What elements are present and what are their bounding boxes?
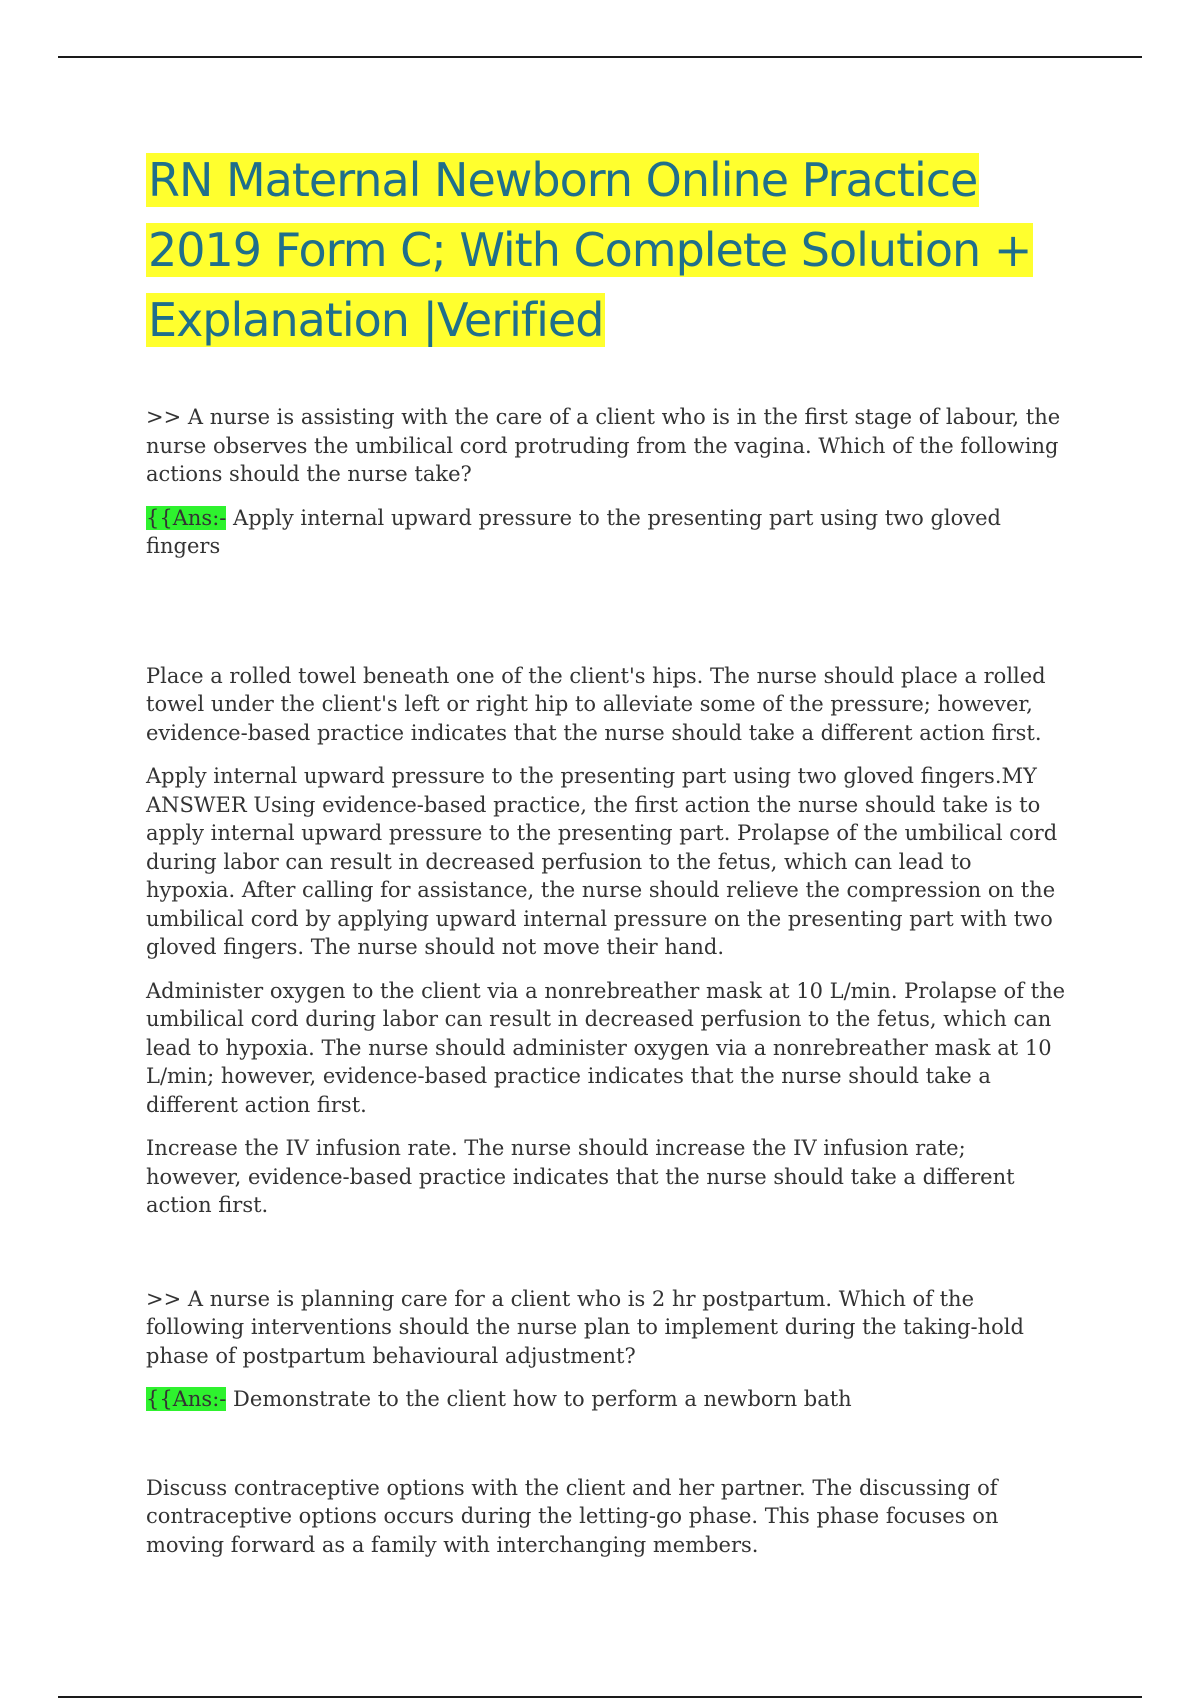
spacer: [146, 1429, 1066, 1474]
header-rule: [58, 56, 1142, 58]
answer-text: Apply internal upward pressure to the presenting part using two gloved fingers: [146, 505, 1001, 558]
spacer: [146, 576, 1066, 662]
answer-tag: {{Ans:-: [146, 505, 227, 530]
footer-rule: [58, 1696, 1142, 1698]
explanation-1-2: Apply internal upward pressure to the presenting part using two gloved fingers.MY ANSWER Using evidence-based practice, the first action the nurse should take is to apply internal upward pressure to the presenting part. Prolapse of the umbilical cord during labor can result in decreased perfusion to the fetus, which can lead to hypoxia. After calling for assistance, the nurse should relieve the compression on the umbilical cord by applying upward internal pressure on the presenting part with two gloved fingers. The nurse should not move their hand.: [146, 764, 1058, 959]
answer-2: [146, 1385, 1066, 1414]
explanation-1-3: Administer oxygen to the client via a nonrebreather mask at 10 L/min. Prolapse of the umbilical cord during labor can result in decreased perfusion to the fetus, which can lead to hypoxia. The nurse should administer oxygen via a nonrebreather mask at 10 L/min; however, evidence-based practice indicates that the nurse should take a different action first.: [146, 978, 1066, 1117]
spacer: [146, 1235, 1066, 1285]
document-body: [146, 145, 1066, 1574]
explanation-1-1: Place a rolled towel beneath one of the client's hips. The nurse should place a rolled towel under the client's left or right hip to alleviate some of the pressure; however, evidence-based practice indicates that the nurse should take a different action first.: [146, 663, 1046, 745]
explanation-2-1: Discuss contraceptive options with the client and her partner. The discussing of contraceptive options occurs during the letting-go phase. This phase focuses on moving forward as a family with interchanging members.: [146, 1475, 999, 1557]
answer-1: [146, 504, 1066, 561]
document-title: RN Maternal Newborn Online Practice 2019 Form C; With Complete Solution + Explanation |Verified: [148, 153, 1032, 347]
question-2: >> A nurse is planning care for a client who is 2 hr postpartum. Which of the following interventions should the nurse plan to implement during the taking-hold phase of postpartum behavioural adjustment?: [146, 1286, 1024, 1368]
answer-tag: {{Ans:-: [146, 1387, 227, 1411]
question-1: >> A nurse is assisting with the care of a client who is in the first stage of labour, the nurse observes the umbilical cord protruding from the vagina. Which of the following actions should the nurse take?: [146, 405, 1061, 486]
explanation-1-4: Increase the IV infusion rate. The nurse should increase the IV infusion rate; however, evidence-based practice indicates that the nurse should take a different action first.: [146, 1136, 1015, 1217]
answer-text: Demonstrate to the client how to perform a newborn bath: [226, 1387, 852, 1411]
